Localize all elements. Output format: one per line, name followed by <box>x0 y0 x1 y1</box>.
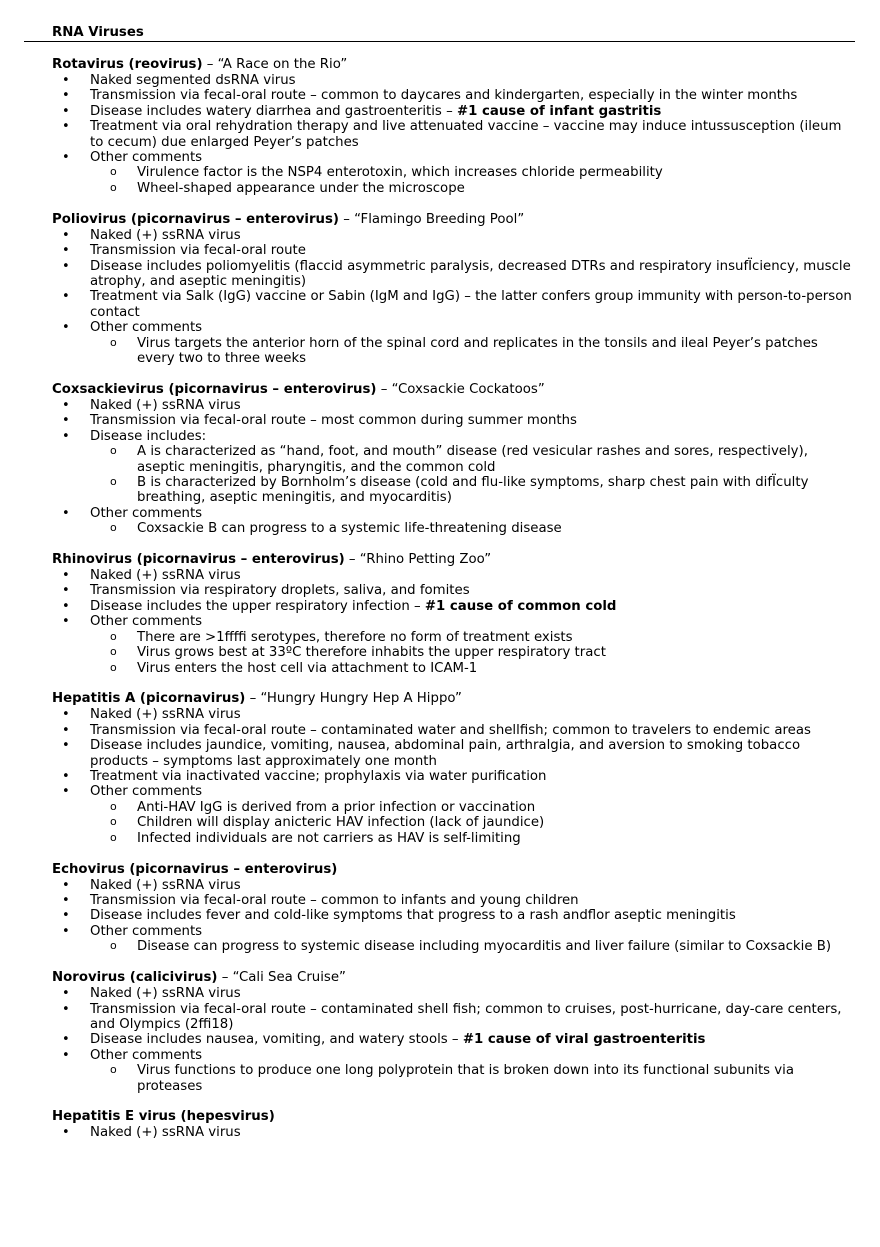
bullet-item <box>52 707 852 722</box>
bullet-text: Transmission via fecal-oral route <box>90 243 306 259</box>
virus-name: Rotavirus (reovirus) <box>52 57 203 72</box>
section-title <box>52 691 852 707</box>
bullet-list <box>52 986 852 1094</box>
bullet-item <box>52 429 852 444</box>
bullet-item <box>52 150 852 165</box>
bullet-text: Disease includes watery diarrhea and gastroenteritis – <box>90 103 457 119</box>
virus-name: Hepatitis A (picornavirus) <box>52 691 246 707</box>
bullet-item <box>52 88 852 103</box>
bullet-item <box>52 986 852 1001</box>
bullet-text: Transmission via respiratory droplets, saliva, and fomites <box>90 583 470 599</box>
virus-name: Coxsackievirus (picornavirus – enterovirus) <box>52 381 377 397</box>
bullet-text: Disease includes nausea, vomiting, and watery stools – <box>90 1032 463 1048</box>
bullet-list <box>52 568 852 676</box>
document-header: RNA Viruses <box>52 25 144 40</box>
bullet-text: Other comments <box>90 614 203 630</box>
bullet-item <box>52 784 852 799</box>
sub-bullet-item: o Virus enters the host cell via attachment to ICAM-1 <box>52 661 852 676</box>
sub-bullet-item: o There are >1ﬀﬃ serotypes, therefore no form of treatment exists <box>52 630 852 645</box>
sub-list-wrapper <box>52 444 852 506</box>
bullet-text: Naked (+) ssRNA virus <box>90 227 241 243</box>
bullet-item <box>52 908 852 923</box>
bullet-text: Transmission via fecal-oral route – contaminated shell fish; common to cruises, post-hurricane, day-care centers, and Olympics (2ﬃ18) <box>90 1001 842 1032</box>
bullet-item <box>52 119 852 150</box>
section-rhinovirus <box>52 552 852 676</box>
mnemonic: – “Hungry Hungry Hep A Hippo” <box>245 691 462 707</box>
sub-bullet-item: o Wheel-shaped appearance under the microscope <box>52 181 852 196</box>
bullet-list <box>52 878 852 955</box>
sub-list-wrapper <box>52 630 852 676</box>
key-fact: #1 cause of infant gastritis <box>456 103 662 119</box>
sub-list <box>52 336 852 367</box>
bullet-item <box>52 738 852 769</box>
mnemonic: – “Rhino Petting Zoo” <box>344 552 492 568</box>
bullet-text: Disease includes fever and cold-like symptoms that progress to a rash andﬂor aseptic meningitis <box>90 908 736 924</box>
bullet-text: Treatment via oral rehydration therapy and live attenuated vaccine – vaccine may induce intussusception (ileum to cecum) due enlarged Peyer’s patches <box>90 119 842 150</box>
sub-bullet-item: o Disease can progress to systemic disease including myocarditis and liver failure (similar to Coxsackie B) <box>52 939 852 954</box>
bullet-text: Naked (+) ssRNA virus <box>90 397 241 413</box>
bullet-item <box>52 506 852 521</box>
bullet-item <box>52 893 852 908</box>
bullet-text: Other comments <box>90 505 203 521</box>
sub-list <box>52 521 852 536</box>
bullet-text: Transmission via fecal-oral route – contaminated water and shellfish; common to travelers to endemic areas <box>90 722 811 738</box>
bullet-item <box>52 398 852 413</box>
sub-list <box>52 165 852 196</box>
bullet-text: Disease includes poliomyelitis (flaccid asymmetric paralysis, decreased DTRs and respiratory insufÏciency, muscle atrophy, and aseptic meningitis) <box>90 258 851 289</box>
bullet-list <box>52 1125 852 1140</box>
sub-list <box>52 444 852 506</box>
bullet-item <box>52 320 852 335</box>
bullet-list <box>52 228 852 367</box>
sub-bullet-item: o Anti-HAV IgG is derived from a prior infection or vaccination <box>52 800 852 815</box>
section-title <box>52 552 852 568</box>
sub-list <box>52 630 852 676</box>
bullet-item <box>52 259 852 290</box>
bullet-text: Treatment via Salk (IgG) vaccine or Sabin (IgM and IgG) – the latter confers group immunity with person-to-person contact <box>90 289 852 320</box>
key-fact: #1 cause of viral gastroenteritis <box>462 1032 706 1048</box>
bullet-text: Naked (+) ssRNA virus <box>90 707 241 723</box>
section-title <box>52 970 852 986</box>
virus-name: Rhinovirus (picornavirus – enterovirus) <box>52 552 345 568</box>
bullet-item <box>52 1048 852 1063</box>
mnemonic: – “Cali Sea Cruise” <box>217 970 346 986</box>
sub-bullet-item: o Virus targets the anterior horn of the spinal cord and replicates in the tonsils and ileal Peyer’s patches every two to three weeks <box>52 336 852 367</box>
sub-list-wrapper <box>52 939 852 954</box>
mnemonic: – “A Race on the Rio” <box>202 57 348 72</box>
sub-bullet-item: o Children will display anicteric HAV infection (lack of jaundice) <box>52 815 852 830</box>
bullet-item <box>52 769 852 784</box>
mnemonic: – “Coxsackie Cockatoos” <box>376 381 545 397</box>
sub-list-wrapper <box>52 336 852 367</box>
section-hepatitis-e-virus <box>52 1109 852 1140</box>
section-title <box>52 862 852 878</box>
sub-list-wrapper <box>52 521 852 536</box>
bullet-item <box>52 568 852 583</box>
section-title <box>52 382 852 398</box>
section-poliovirus <box>52 212 852 367</box>
sub-bullet-item: o A is characterized as “hand, foot, and mouth” disease (red vesicular rashes and sores, respectively), aseptic meningitis, pharyngitis, and the common cold <box>52 444 852 475</box>
bullet-text: Disease includes the upper respiratory infection – <box>90 598 425 614</box>
bullet-text: Other comments <box>90 923 203 939</box>
sub-bullet-item: o Coxsackie B can progress to a systemic life-threatening disease <box>52 521 852 536</box>
bullet-item <box>52 924 852 939</box>
bullet-text: Disease includes: <box>90 428 207 444</box>
section-echovirus <box>52 862 852 955</box>
virus-name: Poliovirus (picornavirus – enterovirus) <box>52 211 339 227</box>
bullet-item <box>52 583 852 598</box>
bullet-text: Naked (+) ssRNA virus <box>90 568 241 584</box>
bullet-list <box>52 73 852 196</box>
bullet-text: Other comments <box>90 784 203 800</box>
bullet-item <box>52 228 852 243</box>
bullet-item <box>52 104 852 119</box>
section-hepatitis-a <box>52 691 852 846</box>
sub-list <box>52 1063 852 1094</box>
sub-list <box>52 800 852 846</box>
bullet-item <box>52 243 852 258</box>
section-title <box>52 1109 852 1125</box>
key-fact: #1 cause of common cold <box>424 598 617 614</box>
virus-name: Hepatitis E virus (hepesvirus) <box>52 1109 275 1125</box>
header-rule <box>24 41 855 42</box>
mnemonic: – “Flamingo Breeding Pool” <box>338 211 525 227</box>
sub-bullet-item: o Infected individuals are not carriers as HAV is self-limiting <box>52 831 852 846</box>
bullet-list <box>52 398 852 537</box>
bullet-text: Other comments <box>90 1047 203 1063</box>
bullet-text: Naked (+) ssRNA virus <box>90 1125 241 1141</box>
bullet-item <box>52 413 852 428</box>
sub-bullet-item: o Virus grows best at 33ºC therefore inhabits the upper respiratory tract <box>52 645 852 660</box>
sub-list-wrapper <box>52 1063 852 1094</box>
bullet-list <box>52 707 852 846</box>
bullet-item <box>52 723 852 738</box>
bullet-text: Treatment via inactivated vaccine; prophylaxis via water purification <box>90 769 547 785</box>
sub-list <box>52 939 852 954</box>
bullet-item <box>52 1032 852 1047</box>
bullet-item <box>52 73 852 88</box>
bullet-item <box>52 599 852 614</box>
bullet-item <box>52 1002 852 1033</box>
bullet-text: Disease includes jaundice, vomiting, nausea, abdominal pain, arthralgia, and aversion to smoking tobacco products – symptoms last approximately one month <box>90 738 801 769</box>
bullet-text: Transmission via fecal-oral route – common to infants and young children <box>90 892 579 908</box>
virus-name: Echovirus (picornavirus – enterovirus) <box>52 861 338 877</box>
bullet-item <box>52 289 852 320</box>
bullet-text: Transmission via fecal-oral route – common to daycares and kindergarten, especially in the winter months <box>90 88 798 104</box>
sub-list-wrapper <box>52 165 852 196</box>
bullet-text: Other comments <box>90 150 203 166</box>
sub-bullet-item: o Virulence factor is the NSP4 enterotoxin, which increases chloride permeability <box>52 165 852 180</box>
section-norovirus <box>52 970 852 1094</box>
bullet-text: Naked (+) ssRNA virus <box>90 877 241 893</box>
bullet-item <box>52 614 852 629</box>
bullet-item <box>52 1125 852 1140</box>
section-title <box>52 57 852 73</box>
sub-bullet-item: o B is characterized by Bornholm’s disease (cold and flu-like symptoms, sharp chest pain with difÏculty breathing, aseptic meningitis, and myocarditis) <box>52 475 852 506</box>
bullet-text: Other comments <box>90 320 203 336</box>
sub-list-wrapper <box>52 800 852 846</box>
bullet-text: Transmission via fecal-oral route – most common during summer months <box>90 413 577 429</box>
section-rotavirus <box>52 57 852 196</box>
section-coxsackievirus <box>52 382 852 537</box>
virus-name: Norovirus (calicivirus) <box>52 970 218 986</box>
section-title <box>52 212 852 228</box>
document-body <box>52 57 852 1156</box>
sub-bullet-item: o Virus functions to produce one long polyprotein that is broken down into its functional subunits via proteases <box>52 1063 852 1094</box>
bullet-item <box>52 878 852 893</box>
bullet-text: Naked (+) ssRNA virus <box>90 986 241 1002</box>
bullet-text: Naked segmented dsRNA virus <box>90 73 296 88</box>
